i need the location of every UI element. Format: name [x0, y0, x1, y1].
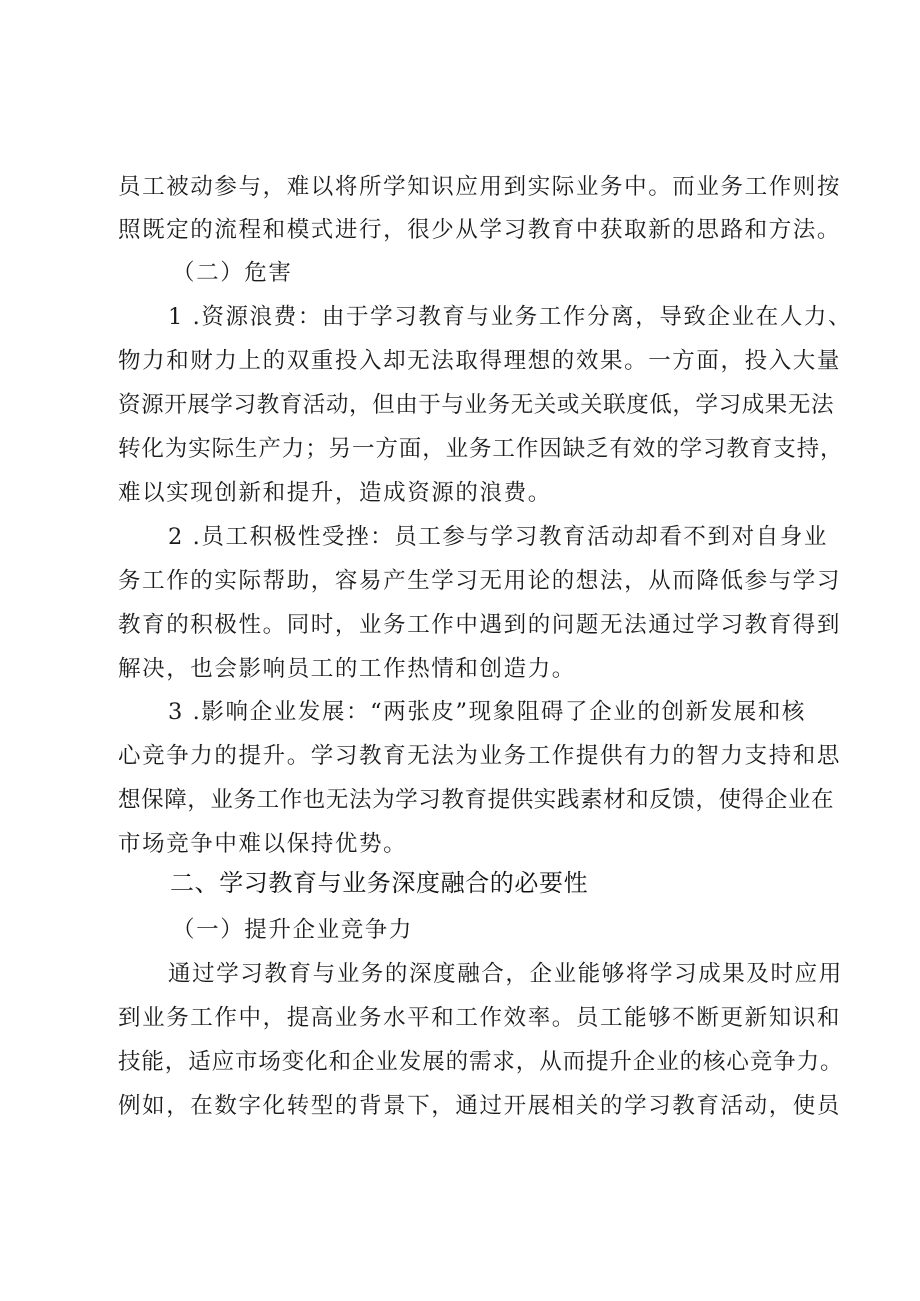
subsection-heading: （二）危害	[172, 260, 293, 286]
paragraph-line: 想保障，业务工作也无法为学习教育提供实践素材和反馈，使得企业在	[118, 787, 835, 813]
paragraph-line: 技能，适应市场变化和企业发展的需求，从而提升企业的核心竞争力。	[118, 1049, 844, 1075]
paragraph-line: 教育的积极性。同时，业务工作中遇到的问题无法通过学习教育得到	[118, 612, 842, 638]
paragraph-line: 转化为实际生产力；另一方面，业务工作因缺乏有效的学习教育支持，	[118, 436, 844, 462]
numbered-item-3: 3 .影响企业发展：“两张皮”现象阻碍了企业的创新发展和核	[168, 699, 807, 725]
paragraph-line: 员工被动参与，难以将所学知识应用到实际业务中。而业务工作则按	[118, 174, 842, 200]
paragraph-line: 市场竞争中难以保持优势。	[118, 831, 408, 857]
paragraph-line: 物力和财力上的双重投入却无法取得理想的效果。一方面，投入大量	[118, 348, 842, 374]
paragraph-line: 难以实现创新和提升，造成资源的浪费。	[118, 480, 552, 506]
paragraph-line: 通过学习教育与业务的深度融合，企业能够将学习成果及时应用	[168, 961, 843, 987]
paragraph-line: 资源开展学习教育活动，但由于与业务无关或关联度低，学习成果无法	[118, 392, 835, 418]
paragraph-line: 例如，在数字化转型的背景下，通过开展相关的学习教育活动，使员	[118, 1093, 842, 1119]
numbered-item-1: 1 .资源浪费：由于学习教育与业务工作分离，导致企业在人力、	[168, 304, 853, 330]
paragraph-line: 照既定的流程和模式进行，很少从学习教育中获取新的思路和方法。	[118, 217, 842, 243]
paragraph-line: 务工作的实际帮助，容易产生学习无用论的想法，从而降低参与学习	[118, 568, 842, 594]
paragraph-line: 心竞争力的提升。学习教育无法为业务工作提供有力的智力支持和思	[118, 743, 842, 769]
paragraph-line: 解决，也会影响员工的工作热情和创造力。	[118, 656, 576, 682]
section-heading: 二、学习教育与业务深度融合的必要性	[170, 869, 589, 897]
paragraph-line: 到业务工作中，提高业务水平和工作效率。员工能够不断更新知识和	[118, 1005, 842, 1031]
subsection-heading: （一）提升企业竞争力	[172, 917, 414, 943]
numbered-item-2: 2 .员工积极性受挫：员工参与学习教育活动却看不到对自身业	[168, 524, 829, 550]
